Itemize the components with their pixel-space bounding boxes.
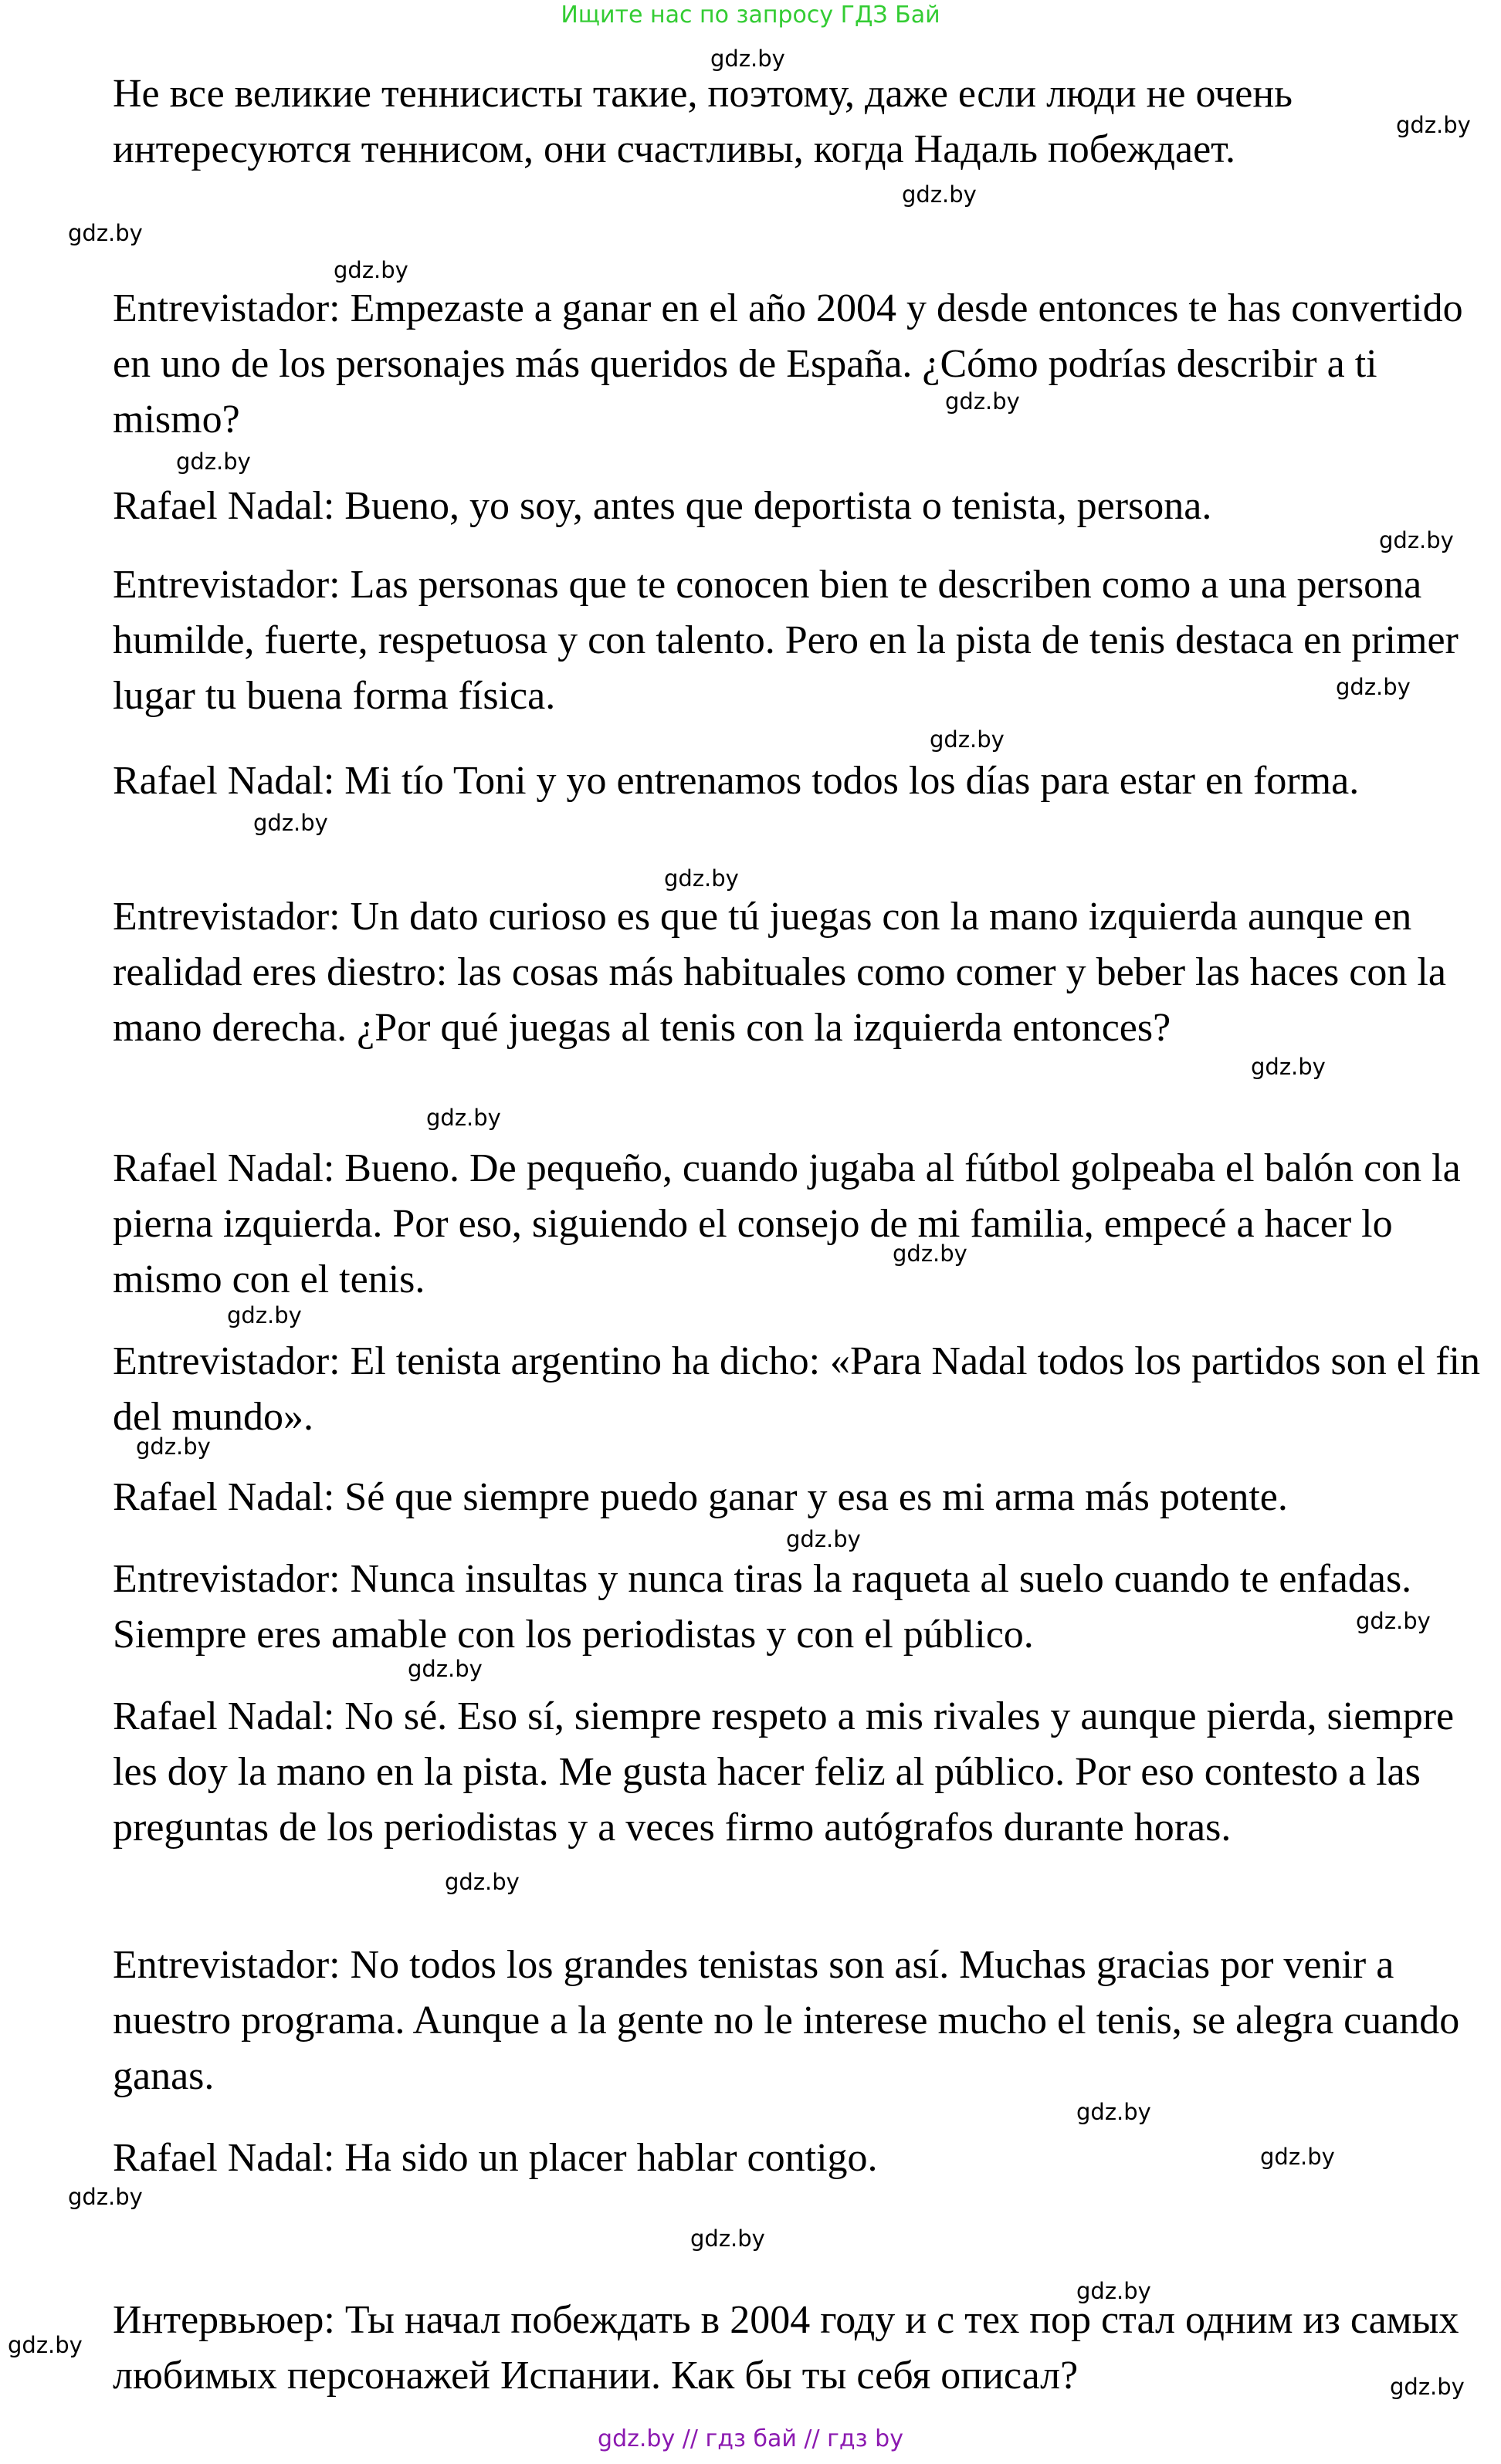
paragraph-7: Rafael Nadal: Bueno. De pequeño, cuando jugaba al fútbol golpeaba el balón con la pierna izquierda. Por eso, siguiendo el consejo de mi familia, empecé a hacer lo mismo con el tenis. bbox=[113, 1146, 1461, 1301]
paragraph-13: Rafael Nadal: Ha sido un placer hablar contigo. bbox=[113, 2136, 878, 2180]
watermark: gdz.by bbox=[408, 1656, 483, 1682]
paragraph-9: Rafael Nadal: Sé que siempre puedo ganar y esa es mi arma más potente. bbox=[113, 1475, 1288, 1519]
watermark: gdz.by bbox=[176, 448, 251, 475]
watermark: gdz.by bbox=[902, 181, 977, 208]
watermark: gdz.by bbox=[1396, 112, 1471, 138]
watermark: gdz.by bbox=[1076, 2278, 1151, 2304]
paragraph-1: Не все великие теннисисты такие, поэтому, даже если люди не очень интересуются теннисом, они счастливы, когда Надаль побеждает. bbox=[113, 72, 1293, 171]
watermark: gdz.by bbox=[1379, 527, 1454, 553]
watermark: gdz.by bbox=[1390, 2374, 1465, 2400]
paragraph-12: Entrevistador: No todos los grandes tenistas son así. Muchas gracias por venir a nuestro programa. Aunque a la gente no le interese mucho el tenis, se alegra cuando ganas. bbox=[113, 1943, 1460, 2098]
watermark: gdz.by bbox=[664, 865, 739, 892]
watermark: gdz.by bbox=[445, 1869, 520, 1895]
watermark: gdz.by bbox=[945, 388, 1020, 415]
watermark: gdz.by bbox=[1260, 2144, 1335, 2170]
paragraph-11: Rafael Nadal: No sé. Eso sí, siempre respeto a mis rivales y aunque pierda, siempre les doy la mano en la pista. Me gusta hacer feliz al público. Por eso contesto a las preguntas de los periodistas y a veces firmo autógrafos durante horas. bbox=[113, 1694, 1455, 1850]
watermark: gdz.by bbox=[690, 2225, 765, 2252]
watermark: gdz.by bbox=[426, 1105, 501, 1131]
watermark: gdz.by bbox=[1251, 1054, 1326, 1080]
watermark: gdz.by bbox=[68, 2184, 143, 2210]
paragraph-3: Rafael Nadal: Bueno, yo soy, antes que deportista o tenista, persona. bbox=[113, 484, 1212, 528]
watermark: gdz.by bbox=[930, 726, 1005, 753]
watermark: gdz.by bbox=[8, 2332, 83, 2358]
footer-banner[interactable]: gdz.by // гдз бай // гдз by bbox=[598, 2425, 903, 2452]
watermark: gdz.by bbox=[710, 46, 785, 72]
watermark: gdz.by bbox=[1076, 2099, 1151, 2125]
watermark: gdz.by bbox=[1336, 674, 1411, 700]
watermark: gdz.by bbox=[786, 1526, 861, 1552]
watermark: gdz.by bbox=[1356, 1608, 1431, 1634]
paragraph-14: Интервьюер: Ты начал побеждать в 2004 году и с тех пор стал одним из самых любимых персонажей Испании. Как бы ты себя описал? bbox=[113, 2298, 1459, 2398]
paragraph-5: Rafael Nadal: Mi tío Toni y yo entrenamos todos los días para estar en forma. bbox=[113, 759, 1360, 803]
paragraph-4: Entrevistador: Las personas que te conocen bien te describen como a una persona humilde, fuerte, respetuosa y con talento. Pero en la pista de tenis destaca en primer lugar tu buena forma física. bbox=[113, 563, 1459, 718]
paragraph-8: Entrevistador: El tenista argentino ha dicho: «Para Nadal todos los partidos son el fin del mundo». bbox=[113, 1339, 1480, 1439]
watermark: gdz.by bbox=[334, 257, 408, 283]
header-banner[interactable]: Ищите нас по запросу ГДЗ Бай bbox=[561, 2, 940, 29]
watermark: gdz.by bbox=[68, 220, 143, 246]
paragraph-2: Entrevistador: Empezaste a ganar en el año 2004 y desde entonces te has convertido en uno de los personajes más queridos de España. ¿Cómo podrías describir a ti mismo? bbox=[113, 286, 1463, 442]
watermark: gdz.by bbox=[893, 1240, 967, 1267]
paragraph-10: Entrevistador: Nunca insultas y nunca tiras la raqueta al suelo cuando te enfadas. Siempre eres amable con los periodistas y con el público. bbox=[113, 1557, 1412, 1657]
watermark: gdz.by bbox=[136, 1433, 211, 1460]
paragraph-6: Entrevistador: Un dato curioso es que tú juegas con la mano izquierda aunque en realidad eres diestro: las cosas más habituales como comer y beber las haces con la mano derecha. ¿Por qué juegas al tenis con la izquierda entonces? bbox=[113, 895, 1446, 1050]
watermark: gdz.by bbox=[253, 810, 328, 836]
watermark: gdz.by bbox=[227, 1302, 302, 1328]
